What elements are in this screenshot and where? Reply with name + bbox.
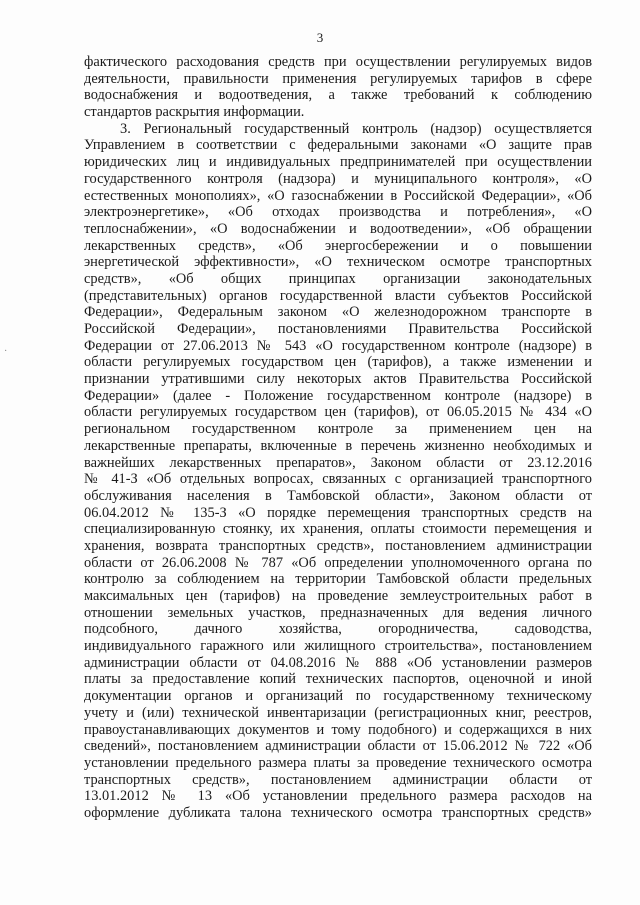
text-line: (представительных) органов государственной власти субъектов Российской — [84, 287, 592, 304]
text-line: признании утратившими силу некоторых актов Правительства Российской — [84, 371, 592, 388]
text-line: важнейших лекарственных препаратов», Законом области от 23.12.2016 — [84, 454, 592, 471]
text-line: правоустанавливающих документов и тому подобного) и содержащихся в них — [84, 721, 592, 738]
text-line: государственного контроля (надзора) и муниципального контроля», «О — [84, 170, 592, 187]
text-line: установлении предельного размера платы за проведение технического осмотра — [84, 754, 592, 771]
text-line: 06.04.2012 № 135-З «О порядке перемещения транспортных средств на — [84, 504, 592, 521]
text-line: Федерации от 27.06.2013 № 543 «О государственном контроле (надзоре) в — [84, 337, 592, 354]
text-line: контролю за соблюдением на территории Тамбовской области предельных — [84, 571, 592, 588]
text-line: области от 26.06.2008 № 787 «Об определении уполномоченного органа по — [84, 554, 592, 571]
page-number: 3 — [316, 30, 324, 45]
text-line: 3. Региональный государственный контроль (надзор) осуществляется — [120, 120, 592, 137]
text-line: Российской Федерации», постановлениями Правительства Российской — [84, 321, 592, 337]
text-line: стандартов раскрытия информации. — [84, 104, 305, 121]
text-line: области регулируемых государством цен (тарифов), а также изменении и — [84, 354, 592, 371]
text-line: № 41-З «Об отдельных вопросах, связанных с организацией транспортного — [84, 471, 592, 488]
text-line: лекарственных средств», «Об энергосбережении и о повышении — [84, 237, 592, 254]
text-line: фактического расходования средств при осуществлении регулируемых видов — [84, 54, 592, 70]
text-line: обслуживания населения в Тамбовской области», Законом области от — [84, 487, 592, 504]
text-line: лекарственные препараты, включенные в перечень жизненно необходимых и — [84, 437, 592, 454]
text-line: сведений», постановлением администрации области от 15.06.2012 № 722 «Об — [84, 738, 592, 755]
text-line: отношении земельных участков, предназначенных для ведения личного — [84, 604, 592, 621]
text-line: теплоснабжении», «О водоснабжении и водоотведении», «Об обращении — [84, 220, 592, 237]
text-line: специализированную стоянку, их хранения, оплаты стоимости перемещения и — [84, 521, 592, 538]
text-line: максимальных цен (тарифов) на проведение землеустроительных работ в — [84, 588, 592, 604]
text-line: юридических лиц и индивидуальных предпринимателей при осуществлении — [84, 154, 592, 171]
text-line: естественных монополиях», «О газоснабжении в Российской Федерации», «Об — [84, 187, 592, 204]
body-text — [84, 54, 592, 822]
text-line: региональном государственном контроле за применением цен на — [84, 421, 592, 438]
text-line: администрации области от 04.08.2016 № 888 «Об установлении размеров — [84, 654, 592, 671]
text-line: Федерации», Федеральным законом «О железнодорожном транспорте в — [84, 304, 592, 321]
text-line: оформление дубликата талона технического осмотра транспортных средств» — [84, 804, 592, 821]
text-line: Федерации» (далее - Положение государственном контроле (надзоре) в — [84, 387, 592, 404]
text-line: средств», «Об общих принципах организации законодательных — [84, 270, 592, 287]
text-line: Управлением в соответствии с федеральными законами «О защите прав — [84, 137, 592, 154]
text-line: электроэнергетике», «Об отходах производства и потребления», «О — [84, 204, 592, 221]
text-line: индивидуального гаражного или жилищного строительства», постановлением — [84, 638, 592, 655]
text-line: водоснабжения и водоотведения, а также требований к соблюдению — [84, 87, 592, 104]
text-line: учету и (или) технической инвентаризации (регистрационных книг, реестров, — [84, 704, 592, 721]
text-line: деятельности, правильности применения регулируемых тарифов в сфере — [84, 70, 592, 87]
text-line: платы за предоставление копий технических паспортов, оценочной и иной — [84, 671, 592, 688]
margin-mark: · — [4, 346, 8, 357]
text-line: области регулируемых государством цен (тарифов), от 06.05.2015 № 434 «О — [84, 404, 592, 421]
text-line: хранения, возврата транспортных средств», постановлением администрации — [84, 537, 592, 554]
text-line: энергетической эффективности», «О техническом осмотре транспортных — [84, 254, 592, 271]
text-line: документации органов и организаций по государственному техническому — [84, 688, 592, 705]
text-line: 13.01.2012 № 13 «Об установлении предельного размера расходов на — [84, 788, 592, 805]
text-line: транспортных средств», постановлением администрации области от — [84, 771, 592, 788]
text-line: подсобного, дачного хозяйства, огородничества, садоводства, — [84, 621, 592, 638]
